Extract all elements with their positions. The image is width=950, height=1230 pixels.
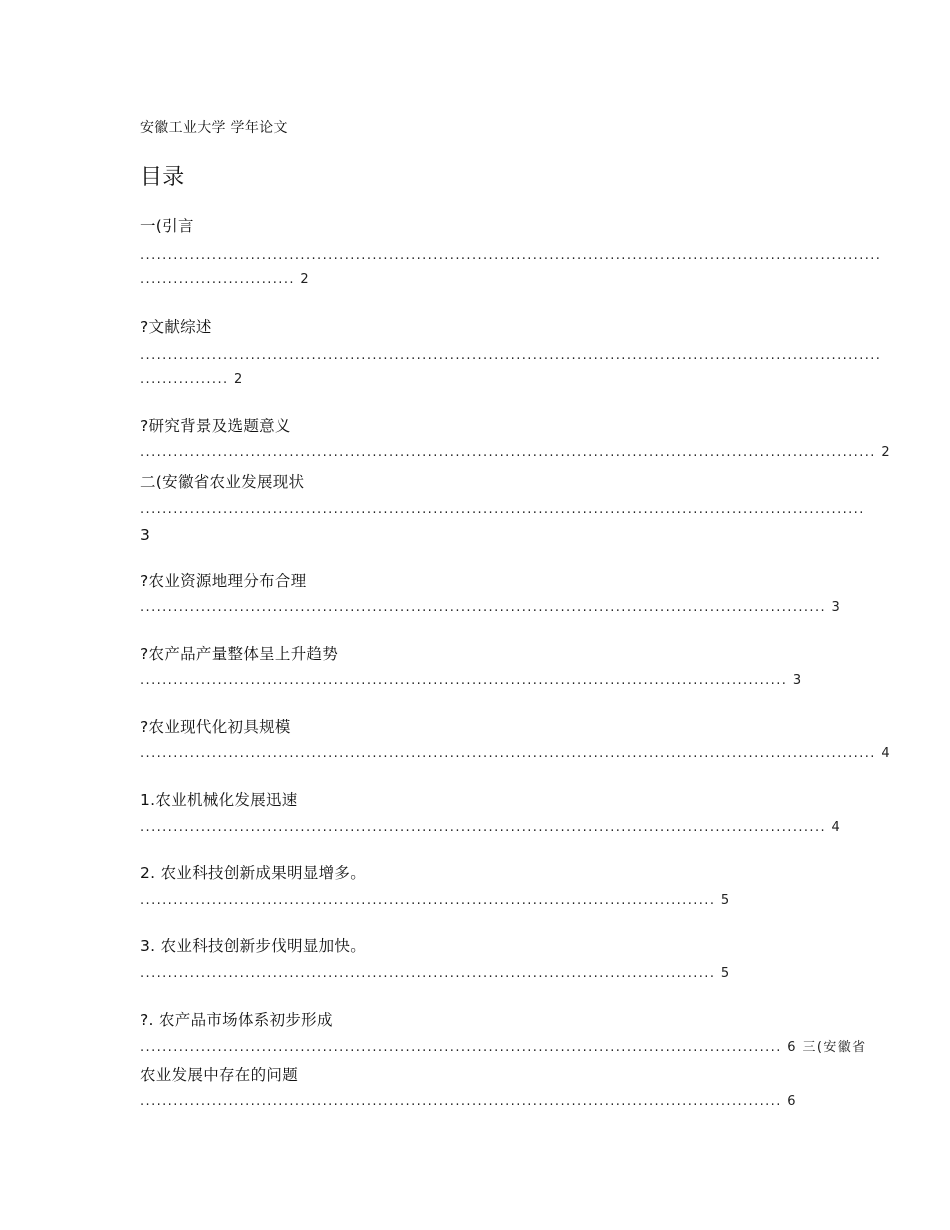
toc-entry-7: ?农业现代化初具规模 bbox=[140, 718, 291, 736]
toc-leader: .................................................................................................................... 6 bbox=[140, 1094, 797, 1109]
toc-entry-8: 1.农业机械化发展迅速 bbox=[140, 791, 298, 809]
toc-entry-4: 二(安徽省农业发展现状 bbox=[140, 473, 305, 491]
toc-leader: ..................................................................................................................... 3 bbox=[140, 673, 803, 688]
toc-title: 目录 bbox=[140, 165, 185, 190]
toc-entry-10: 3. 农业科技创新步伐明显加快。 bbox=[140, 937, 367, 955]
toc-leader: ..................................................................................................................................... 2 bbox=[140, 445, 892, 460]
toc-entry-9: 2. 农业科技创新成果明显增多。 bbox=[140, 864, 367, 882]
document-header: 安徽工业大学 学年论文 bbox=[140, 120, 288, 136]
toc-leader: ..................................................................................................................................... 4 bbox=[140, 746, 892, 761]
toc-entry-1: 一(引言 bbox=[140, 217, 194, 235]
toc-entry-6: ?农产品产量整体呈上升趋势 bbox=[140, 645, 339, 663]
toc-leader: ............................................................................................................................ 3 bbox=[140, 600, 842, 615]
toc-leader: ................ 2 bbox=[140, 372, 244, 387]
toc-entry-11: ?. 农产品市场体系初步形成 bbox=[140, 1011, 333, 1029]
toc-entry-3: ?研究背景及选题意义 bbox=[140, 417, 291, 435]
toc-leader: ........................................................................................................ 5 bbox=[140, 893, 731, 908]
toc-leader: ........................................................................................................ 5 bbox=[140, 966, 731, 981]
toc-leader: ...................................................................................................................................... bbox=[140, 348, 882, 363]
toc-page-number: 3 bbox=[140, 526, 151, 544]
toc-entry-5: ?农业资源地理分布合理 bbox=[140, 572, 307, 590]
toc-leader: .................................................................................................................... 6 三(安徽省 bbox=[140, 1040, 867, 1055]
toc-entry-2: ?文献综述 bbox=[140, 318, 212, 336]
toc-leader: ............................ 2 bbox=[140, 272, 311, 287]
toc-leader: ................................................................................................................................... bbox=[140, 502, 865, 517]
toc-leader: ............................................................................................................................ 4 bbox=[140, 820, 842, 835]
toc-entry-12: 农业发展中存在的问题 bbox=[140, 1066, 299, 1084]
toc-leader: ...................................................................................................................................... bbox=[140, 248, 882, 263]
